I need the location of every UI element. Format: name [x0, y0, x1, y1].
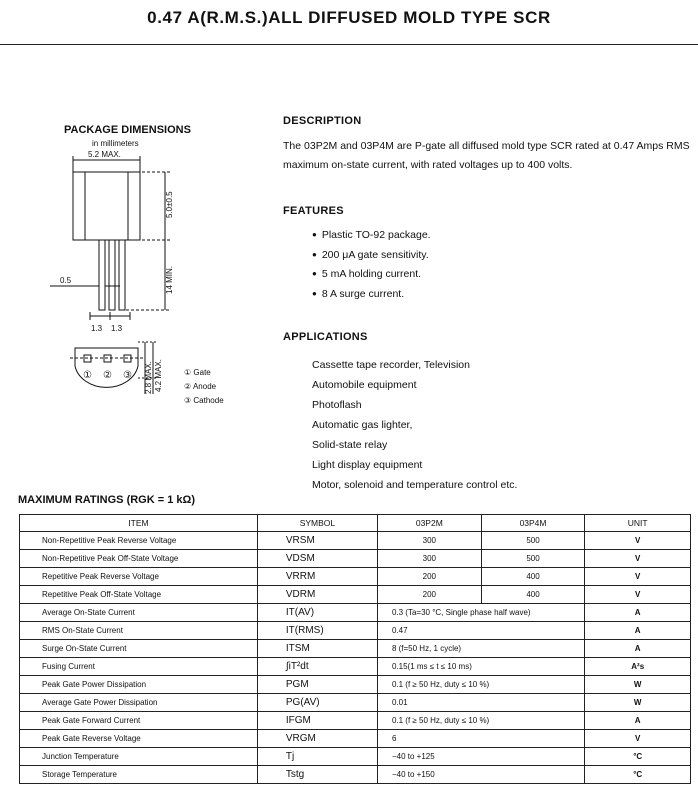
- table-row: [20, 730, 691, 748]
- package-title: PACKAGE DIMENSIONS: [64, 124, 191, 136]
- value-shared: 0.47: [377, 622, 584, 640]
- symbol-cell: Tj: [257, 748, 377, 766]
- col-symbol: SYMBOL: [257, 515, 377, 532]
- item-cell: Non-Repetitive Peak Off-State Voltage: [20, 550, 258, 568]
- value-03p4m: 400: [481, 568, 585, 586]
- symbol-cell: VRGM: [257, 730, 377, 748]
- unit-cell: A: [585, 640, 691, 658]
- table-row: [20, 532, 691, 550]
- table-row: [20, 604, 691, 622]
- unit-cell: °C: [585, 748, 691, 766]
- applications-heading: APPLICATIONS: [283, 331, 368, 343]
- dim-width: 5.2 MAX.: [88, 150, 121, 159]
- item-cell: Junction Temperature: [20, 748, 258, 766]
- value-shared: 0.01: [377, 694, 584, 712]
- value-03p2m: 200: [377, 568, 481, 586]
- unit-cell: V: [585, 532, 691, 550]
- unit-cell: V: [585, 550, 691, 568]
- dim-depth-b: 4.2 MAX.: [154, 359, 163, 392]
- value-shared: −40 to +125: [377, 748, 584, 766]
- symbol-cell: IFGM: [257, 712, 377, 730]
- unit-cell: A: [585, 604, 691, 622]
- value-03p4m: 400: [481, 586, 585, 604]
- package-subtitle: in millimeters: [92, 139, 139, 148]
- pin-gate-label: ① Gate: [184, 368, 211, 377]
- table-row: [20, 712, 691, 730]
- pin-cathode-label: ③ Cathode: [184, 396, 224, 405]
- feature-item: ● 200 μA gate sensitivity.: [312, 246, 431, 266]
- ratings-title: MAXIMUM RATINGS (RGK = 1 kΩ): [18, 494, 195, 506]
- application-item: Light display equipment: [312, 459, 423, 471]
- symbol-cell: Tstg: [257, 766, 377, 784]
- col-03p4m: 03P4M: [481, 515, 585, 532]
- unit-cell: A: [585, 622, 691, 640]
- symbol-cell: PG(AV): [257, 694, 377, 712]
- ratings-header-row: [20, 515, 691, 532]
- feature-item: ● Plastic TO-92 package.: [312, 226, 431, 246]
- dim-depth-a: 2.8 MAX.: [144, 361, 153, 394]
- application-item: Solid-state relay: [312, 439, 388, 451]
- application-item: Automobile equipment: [312, 379, 417, 391]
- value-shared: 0.1 (f ≥ 50 Hz, duty ≤ 10 %): [377, 712, 584, 730]
- value-shared: 0.3 (Ta=30 °C, Single phase half wave): [377, 604, 584, 622]
- col-item: ITEM: [20, 515, 258, 532]
- col-unit: UNIT: [585, 515, 691, 532]
- feature-item: ● 8 A surge current.: [312, 285, 431, 305]
- symbol-cell: VDRM: [257, 586, 377, 604]
- symbol-cell: IT(RMS): [257, 622, 377, 640]
- application-item: Motor, solenoid and temperature control etc.: [312, 479, 518, 491]
- item-cell: Peak Gate Power Dissipation: [20, 676, 258, 694]
- pin-legend: [184, 366, 224, 408]
- svg-text:②: ②: [103, 370, 112, 381]
- description-heading: DESCRIPTION: [283, 115, 362, 127]
- item-cell: Average Gate Power Dissipation: [20, 694, 258, 712]
- ratings-table: [19, 514, 691, 784]
- table-row: [20, 622, 691, 640]
- application-item: Photoflash: [312, 399, 362, 411]
- symbol-cell: PGM: [257, 676, 377, 694]
- item-cell: Fusing Current: [20, 658, 258, 676]
- features-heading: FEATURES: [283, 205, 344, 217]
- applications-list: [312, 355, 517, 495]
- item-cell: Repetitive Peak Reverse Voltage: [20, 568, 258, 586]
- application-item: Cassette tape recorder, Television: [312, 359, 470, 371]
- col-03p2m: 03P2M: [377, 515, 481, 532]
- unit-cell: A: [585, 712, 691, 730]
- dim-lead-length: 14 MIN.: [165, 265, 174, 294]
- value-shared: 6: [377, 730, 584, 748]
- item-cell: Average On-State Current: [20, 604, 258, 622]
- item-cell: Storage Temperature: [20, 766, 258, 784]
- symbol-cell: VDSM: [257, 550, 377, 568]
- value-shared: 8 (f=50 Hz, 1 cycle): [377, 640, 584, 658]
- symbol-cell: VRSM: [257, 532, 377, 550]
- unit-cell: A²s: [585, 658, 691, 676]
- item-cell: Surge On-State Current: [20, 640, 258, 658]
- unit-cell: V: [585, 586, 691, 604]
- unit-cell: W: [585, 694, 691, 712]
- value-shared: 0.15(1 ms ≤ t ≤ 10 ms): [377, 658, 584, 676]
- svg-text:③: ③: [123, 370, 132, 381]
- symbol-cell: VRRM: [257, 568, 377, 586]
- dim-lead-width: 0.5: [60, 276, 72, 285]
- features-list: [312, 226, 431, 304]
- value-03p4m: 500: [481, 532, 585, 550]
- table-row: [20, 568, 691, 586]
- item-cell: Non-Repetitive Peak Reverse Voltage: [20, 532, 258, 550]
- unit-cell: V: [585, 730, 691, 748]
- symbol-cell: ITSM: [257, 640, 377, 658]
- table-row: [20, 586, 691, 604]
- table-row: [20, 748, 691, 766]
- value-shared: 0.1 (f ≥ 50 Hz, duty ≤ 10 %): [377, 676, 584, 694]
- value-03p2m: 300: [377, 550, 481, 568]
- svg-text:①: ①: [83, 370, 92, 381]
- dim-pitch-right: 1.3: [111, 324, 123, 333]
- pin-anode-label: ② Anode: [184, 382, 217, 391]
- table-row: [20, 676, 691, 694]
- item-cell: Peak Gate Forward Current: [20, 712, 258, 730]
- feature-item: ● 5 mA holding current.: [312, 265, 431, 285]
- description-text: The 03P2M and 03P4M are P-gate all diffused mold type SCR rated at 0.47 Amps RMS maximum on-state current, with rated voltages up to 400 volts.: [283, 140, 690, 171]
- dim-pitch-left: 1.3: [91, 324, 103, 333]
- dim-body-height: 5.0±0.5: [165, 191, 174, 218]
- item-cell: Repetitive Peak Off-State Voltage: [20, 586, 258, 604]
- value-03p4m: 500: [481, 550, 585, 568]
- value-03p2m: 300: [377, 532, 481, 550]
- table-row: [20, 550, 691, 568]
- symbol-cell: IT(AV): [257, 604, 377, 622]
- table-row: [20, 640, 691, 658]
- page-title: 0.47 A(R.M.S.)ALL DIFFUSED MOLD TYPE SCR: [147, 8, 551, 27]
- table-row: [20, 658, 691, 676]
- unit-cell: V: [585, 568, 691, 586]
- value-03p2m: 200: [377, 586, 481, 604]
- table-row: [20, 766, 691, 784]
- application-item: Automatic gas lighter,: [312, 419, 413, 431]
- header-rule: [0, 44, 698, 45]
- unit-cell: W: [585, 676, 691, 694]
- unit-cell: °C: [585, 766, 691, 784]
- symbol-cell: ∫iT²dt: [257, 658, 377, 676]
- item-cell: Peak Gate Reverse Voltage: [20, 730, 258, 748]
- item-cell: RMS On-State Current: [20, 622, 258, 640]
- value-shared: −40 to +150: [377, 766, 584, 784]
- table-row: [20, 694, 691, 712]
